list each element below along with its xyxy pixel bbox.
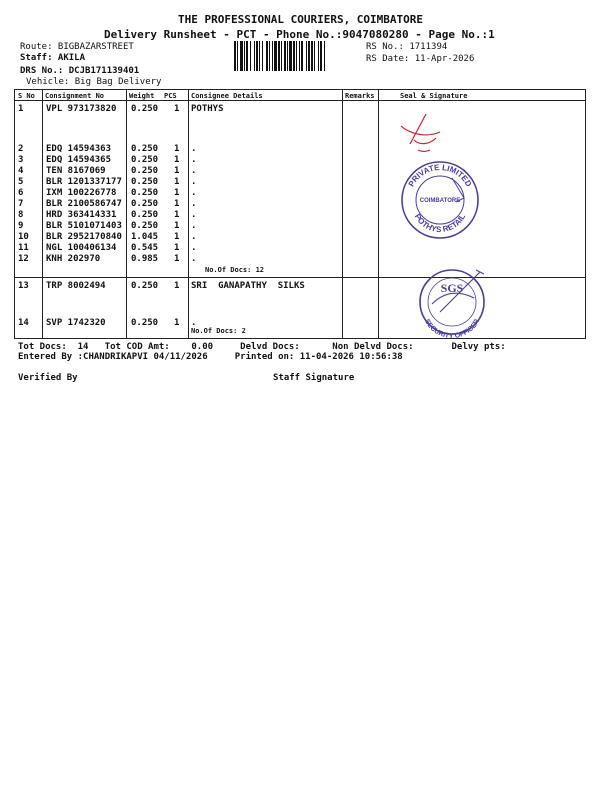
col-border-sno	[42, 89, 43, 339]
barcode-bar	[318, 41, 319, 71]
barcode-bar	[246, 41, 248, 71]
row-consignment: IXM 100226778	[46, 188, 117, 198]
row-weight: 0.250	[131, 155, 159, 165]
row-consignee: .	[191, 155, 197, 165]
row-sno: 5	[18, 177, 24, 187]
route-label: Route: BIGBAZARSTREET	[20, 42, 134, 52]
row-pcs: 1	[174, 318, 180, 328]
barcode-bar	[272, 41, 273, 71]
row-consignee: SRI GANAPATHY SILKS	[191, 281, 305, 291]
row-consignee: .	[191, 254, 197, 264]
row-consignment: TRP 8002494	[46, 281, 106, 291]
row-consignee: .	[191, 177, 197, 187]
barcode-bar	[256, 41, 258, 71]
row-pcs: 1	[174, 254, 180, 264]
row-pcs: 1	[174, 281, 180, 291]
staff-signature-label: Staff Signature	[273, 373, 355, 383]
row-weight: 0.250	[131, 318, 159, 328]
barcode-bar	[269, 41, 270, 71]
row-sno: 2	[18, 144, 24, 154]
sgs-logo-text: SGS	[440, 281, 464, 295]
barcode-bar	[284, 41, 286, 71]
barcode-bar	[262, 41, 263, 71]
company-seal-stamp	[398, 158, 482, 242]
row-consignment: EDQ 14594363	[46, 144, 112, 154]
no-of-docs-group1: No.Of Docs: 12	[205, 266, 265, 274]
row-consignment: BLR 2100586747	[46, 199, 122, 209]
row-consignment: HRD 363414331	[46, 210, 117, 220]
runsheet-title: Delivery Runsheet - PCT - Phone No.:9047080280 - Page No.:1	[104, 28, 495, 41]
row-sno: 7	[18, 199, 24, 209]
row-weight: 0.250	[131, 281, 159, 291]
row-weight: 0.250	[131, 210, 159, 220]
barcode-bar	[306, 41, 307, 71]
no-of-docs-group2: No.Of Docs: 2	[191, 327, 246, 335]
signature-mark	[396, 110, 446, 160]
row-consignee: POTHYS	[191, 104, 224, 114]
row-weight: 0.250	[131, 166, 159, 176]
barcode-bar	[250, 41, 251, 71]
entered-by-line: Entered By :CHANDRIKAPVI 04/11/2026 Printed on: 11-04-2026 10:56:38	[18, 352, 403, 362]
table-top-border	[14, 89, 586, 90]
header-sno: S No	[18, 92, 35, 100]
row-sno: 13	[18, 281, 29, 291]
row-consignment: KNH 202970	[46, 254, 101, 264]
barcode-bar	[299, 41, 300, 71]
row-pcs: 1	[174, 199, 180, 209]
row-consignee: .	[191, 221, 197, 231]
row-consignee: .	[191, 232, 197, 242]
row-consignment: NGL 100406134	[46, 243, 117, 253]
row-weight: 0.250	[131, 177, 159, 187]
row-pcs: 1	[174, 144, 180, 154]
barcode-bar	[311, 41, 313, 71]
row-pcs: 1	[174, 232, 180, 242]
totals-line: Tot Docs: 14 Tot COD Amt: 0.00 Delvd Docs: Non Delvd Docs: Delvy pts:	[18, 342, 506, 352]
barcode-bar	[287, 41, 288, 71]
row-sno: 9	[18, 221, 24, 231]
row-pcs: 1	[174, 188, 180, 198]
barcode-bar	[234, 41, 236, 71]
row-sno: 4	[18, 166, 24, 176]
row-consignee: .	[191, 210, 197, 220]
barcode-bar	[324, 41, 325, 71]
row-sno: 11	[18, 243, 29, 253]
barcode-bar	[293, 41, 295, 71]
group-divider	[14, 277, 586, 278]
barcode-bar	[308, 41, 310, 71]
barcode-bar	[244, 41, 245, 71]
rs-date: RS Date: 11-Apr-2026	[366, 54, 475, 64]
row-weight: 0.545	[131, 243, 159, 253]
row-sno: 6	[18, 188, 24, 198]
barcode-bar	[274, 41, 277, 71]
header-consignment: Consignment No	[45, 92, 105, 100]
row-weight: 1.045	[131, 232, 159, 242]
table-bottom-border	[14, 338, 586, 339]
row-sno: 8	[18, 210, 24, 220]
row-consignee: .	[191, 318, 197, 328]
col-border-right	[585, 89, 586, 339]
drs-number: DRS No.: DCJB171139401	[20, 66, 140, 76]
barcode-bar	[296, 41, 297, 71]
barcode-bar	[237, 41, 238, 71]
header-consignee-details: Consignee Details	[191, 92, 263, 100]
row-weight: 0.985	[131, 254, 159, 264]
row-pcs: 1	[174, 166, 180, 176]
row-sno: 1	[18, 104, 24, 114]
barcode-bar	[278, 41, 280, 71]
barcode-icon	[234, 41, 362, 71]
row-sno: 3	[18, 155, 24, 165]
company-title: THE PROFESSIONAL COURIERS, COIMBATORE	[178, 13, 424, 26]
row-consignee: .	[191, 188, 197, 198]
row-consignee: .	[191, 144, 197, 154]
seal-text-top: PRIVATE LIMITED	[406, 162, 474, 189]
row-consignment: BLR 1201337177	[46, 177, 122, 187]
row-pcs: 1	[174, 177, 180, 187]
row-consignment: VPL 973173820	[46, 104, 117, 114]
row-sno: 10	[18, 232, 29, 242]
barcode-bar	[254, 41, 255, 71]
row-pcs: 1	[174, 221, 180, 231]
row-pcs: 1	[174, 210, 180, 220]
col-border-remarks	[378, 89, 379, 339]
vehicle-label: Vehicle: Big Bag Delivery	[26, 77, 162, 87]
row-pcs: 1	[174, 155, 180, 165]
security-stamp	[410, 268, 496, 340]
verified-by-label: Verified By	[18, 373, 78, 383]
row-weight: 0.250	[131, 104, 159, 114]
row-sno: 14	[18, 318, 29, 328]
row-consignment: EDQ 14594365	[46, 155, 112, 165]
col-border-pcs	[188, 89, 189, 339]
row-pcs: 1	[174, 104, 180, 114]
row-consignment: BLR 5101071403	[46, 221, 122, 231]
barcode-bar	[314, 41, 315, 71]
barcode-bar	[320, 41, 322, 71]
row-weight: 0.250	[131, 144, 159, 154]
row-consignee: .	[191, 199, 197, 209]
barcode-bar	[281, 41, 282, 71]
col-border-cons	[126, 89, 127, 339]
row-sno: 12	[18, 254, 29, 264]
staff-label: Staff: AKILA	[20, 53, 86, 63]
barcode-bar	[266, 41, 268, 71]
header-seal-signature: Seal & Signature	[400, 92, 468, 100]
row-consignee: .	[191, 166, 197, 176]
barcode-bar	[301, 41, 303, 71]
header-weight: Weight	[129, 92, 155, 100]
row-weight: 0.250	[131, 199, 159, 209]
row-weight: 0.250	[131, 188, 159, 198]
header-bottom-border	[14, 100, 586, 101]
col-border-details	[342, 89, 343, 339]
seal-text-bottom: POTHYS RETAIL	[412, 212, 468, 235]
seal-text-center: COIMBATORE	[419, 198, 461, 204]
row-pcs: 1	[174, 243, 180, 253]
header-pcs: PCS	[164, 92, 177, 100]
row-weight: 0.250	[131, 221, 159, 231]
header-remarks: Remarks	[345, 92, 375, 100]
barcode-bar	[289, 41, 292, 71]
security-officer-text: SECURITY OFFICER	[422, 318, 482, 341]
barcode-bar	[259, 41, 260, 71]
row-consignee: .	[191, 243, 197, 253]
row-consignment: TEN 8167069	[46, 166, 106, 176]
barcode-bar	[240, 41, 243, 71]
row-consignment: BLR 2952170840	[46, 232, 122, 242]
col-border-left	[14, 89, 15, 339]
row-consignment: SVP 1742320	[46, 318, 106, 328]
rs-number: RS No.: 1711394	[366, 42, 448, 52]
